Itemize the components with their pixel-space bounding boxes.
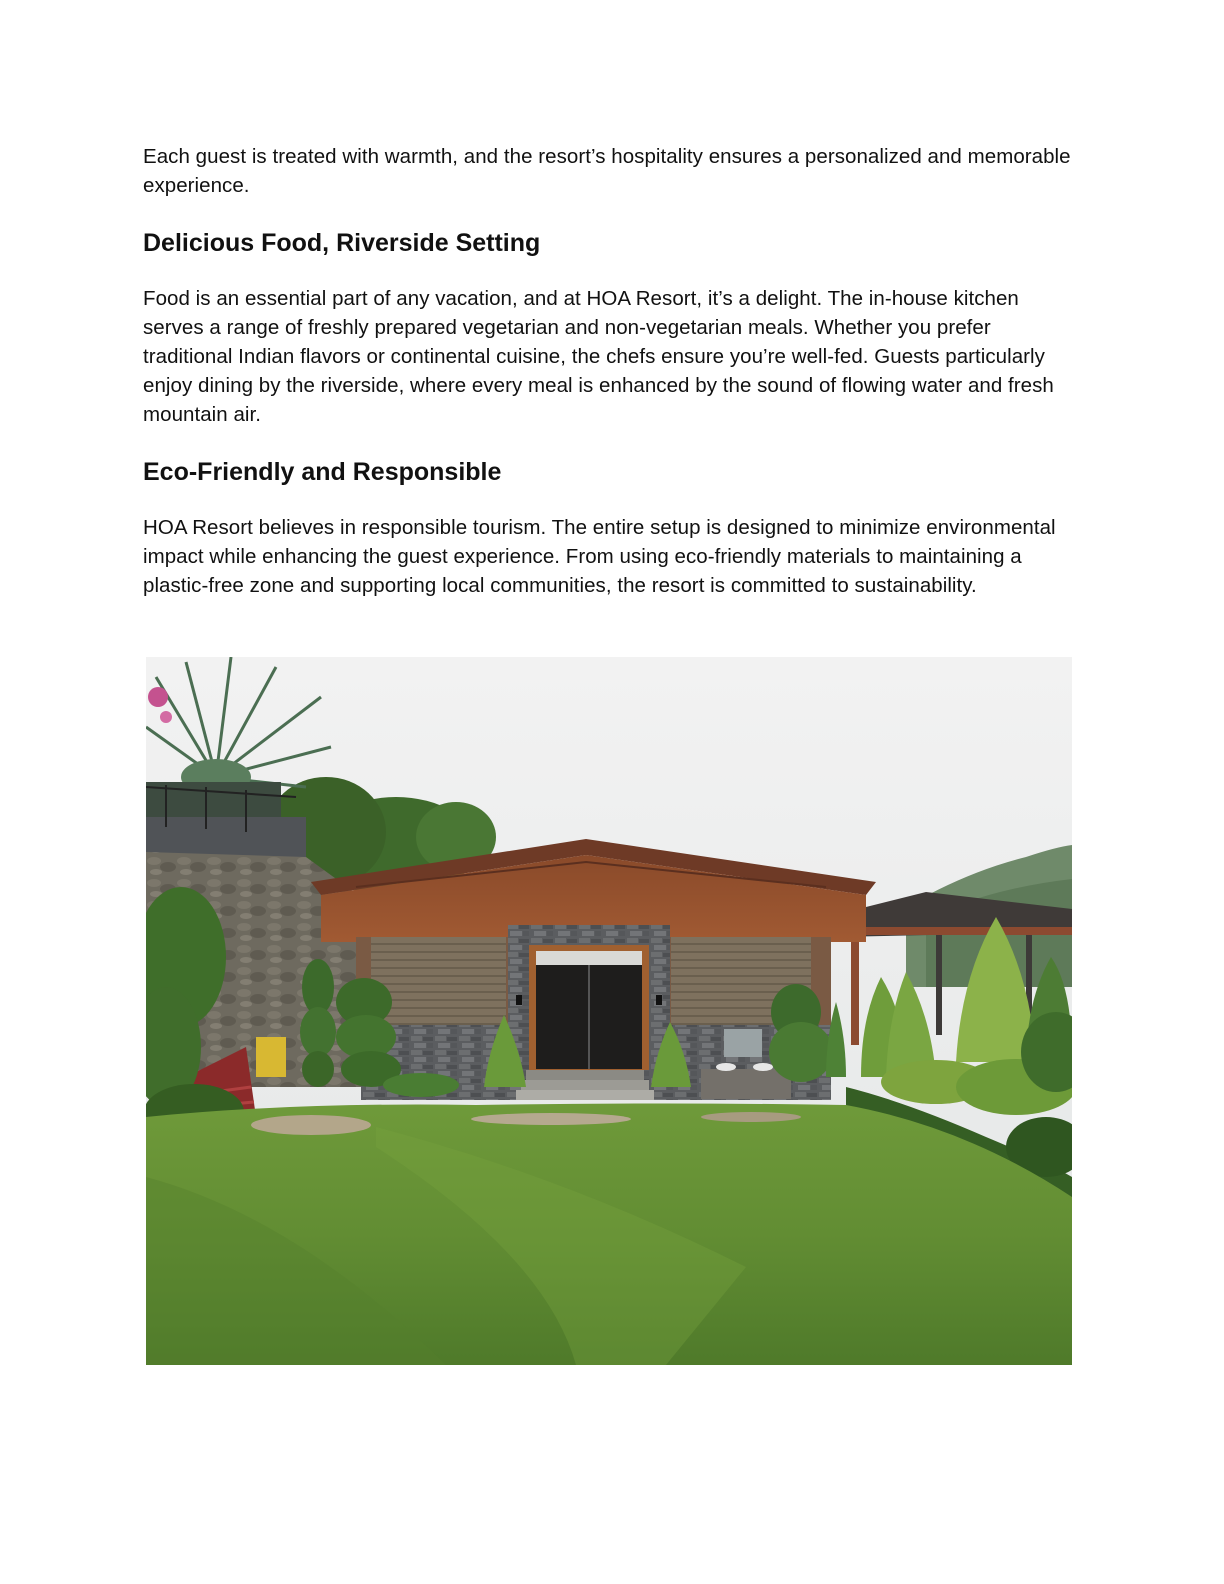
section-body-food: Food is an essential part of any vacation, and at HOA Resort, it’s a delight. The in-house kitchen serves a range of freshly prepared vegetarian and non-vegetarian meals. Whether you prefer traditional Indian flavors or continental cuisine, the chefs ensure you’re well-fed. Guests particularly enjoy dining by the riverside, where every meal is enhanced by the sound of flowing water and fresh mountain air. bbox=[143, 287, 1054, 426]
section-body-eco: HOA Resort believes in responsible tourism. The entire setup is designed to minimize environmental impact while enhancing the guest experience. From using eco-friendly materials to maintaining a plastic-free zone and supporting local communities, the resort is committed to sustainability. bbox=[143, 516, 1056, 597]
resort-photo bbox=[146, 657, 1072, 1365]
section-heading-eco: Eco-Friendly and Responsible bbox=[143, 458, 502, 486]
intro-paragraph: Each guest is treated with warmth, and the resort’s hospitality ensures a personalized and memorable experience. bbox=[143, 145, 1071, 197]
section-heading-food: Delicious Food, Riverside Setting bbox=[143, 229, 541, 257]
